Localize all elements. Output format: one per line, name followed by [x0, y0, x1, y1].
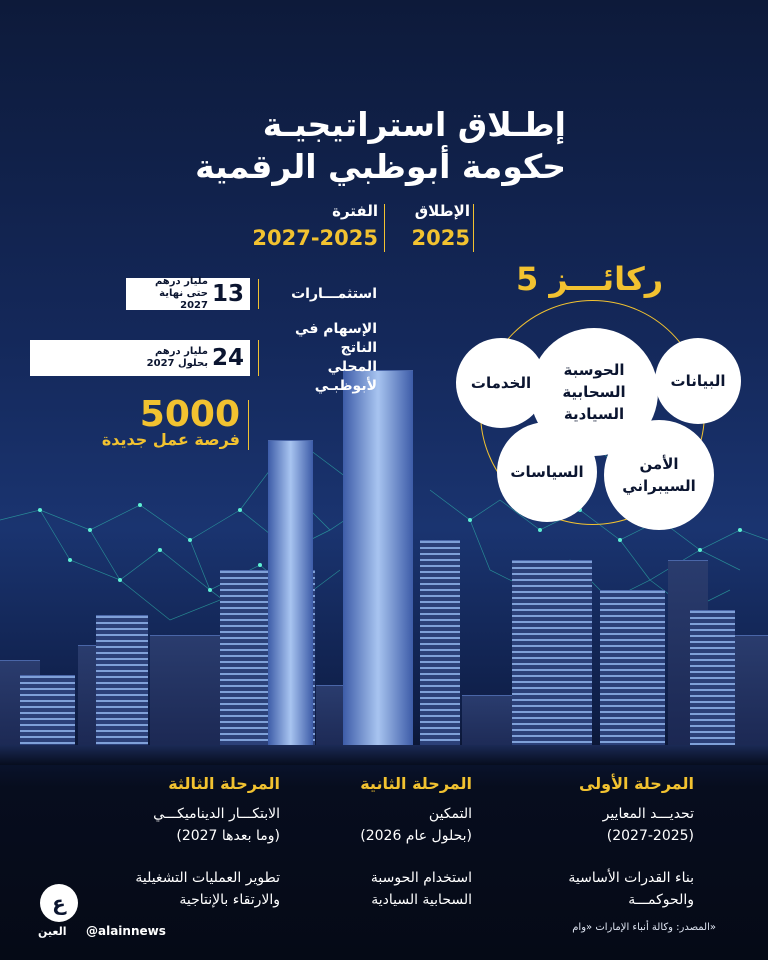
- phase-2-heading: المرحلة الثانية: [360, 774, 472, 793]
- gdp-box: [30, 340, 250, 376]
- pillar-cybersecurity: الأمن السيبراني: [604, 420, 714, 530]
- phase-2-text: [360, 803, 472, 847]
- gdp-label-line-2: المحلي لأبوظبـي: [314, 359, 377, 394]
- investments-note: حتى نهاية 2027: [159, 288, 208, 311]
- phase-1-text2-line-2: والحوكمـــة: [628, 892, 694, 908]
- social-handle: @alainnews: [86, 924, 166, 938]
- phase-2-text2-line-1: استخدام الحوسبة: [370, 870, 472, 886]
- logo-name: العين: [38, 925, 67, 938]
- source-note: المصدر: وكالة أنباء الإمارات «وام»: [572, 922, 716, 933]
- investments-label: استثمـــارات: [291, 285, 377, 302]
- phase-1-text-line-1: تحديـــد المعايير: [602, 806, 694, 822]
- phase-2-text-line-2: (بحلول عام 2026): [360, 828, 472, 844]
- phase-3-text-line-2: (2027 وما بعدها): [176, 828, 280, 844]
- gdp-note: بحلول 2027: [146, 358, 208, 369]
- phase-1-text2-line-1: بناء القدرات الأساسية: [568, 870, 694, 886]
- jobs-number: 5000: [139, 394, 240, 435]
- launch-value: 2025: [411, 226, 470, 250]
- page-title: [195, 104, 566, 188]
- phase-1-text-2: [568, 867, 694, 911]
- investments-detail: [132, 276, 208, 312]
- investments-unit: مليار درهم: [154, 276, 208, 287]
- phase-1-text-line-2: (2027-2025): [606, 828, 694, 844]
- alain-logo-icon: ع: [40, 884, 78, 922]
- gdp-number: 24: [211, 345, 244, 371]
- gdp-detail: [147, 346, 208, 370]
- phase-1-text: [568, 803, 694, 847]
- phase-1: [568, 774, 694, 911]
- phase-3-text2-line-2: والارتقاء بالإنتاجية: [179, 892, 280, 908]
- pillar-cloud: الحوسبة السحابية السيادية: [530, 328, 658, 456]
- phase-3-text-2: [135, 867, 280, 911]
- period-divider: [384, 204, 385, 252]
- launch-block: [412, 202, 470, 250]
- investments-number: 13: [211, 281, 244, 307]
- phase-3: [135, 774, 280, 911]
- phase-1-heading: المرحلة الأولى: [578, 774, 694, 793]
- title-line-1: إطـلاق استراتيجيـة: [262, 105, 566, 144]
- launch-divider: [473, 204, 474, 252]
- gdp-label: [267, 320, 377, 396]
- gdp-label-line-1: الإسهام في الناتج: [295, 321, 377, 356]
- phase-3-heading: المرحلة الثالثة: [168, 774, 280, 793]
- phase-3-text2-line-1: تطوير العمليات التشغيلية: [135, 870, 280, 886]
- jobs-divider: [248, 400, 249, 450]
- phase-2-text-line-1: التمكين: [428, 806, 472, 822]
- pillar-data: البيانات: [655, 338, 741, 424]
- waterfront: [0, 745, 768, 765]
- pillars-title: 5 ركائـــز: [516, 260, 664, 298]
- pillar-services: الخدمات: [456, 338, 546, 428]
- period-value: 2027-2025: [252, 226, 378, 250]
- phase-3-text: [135, 803, 280, 847]
- launch-label: الإطلاق: [414, 202, 470, 220]
- gdp-row: [30, 320, 377, 396]
- investments-row: [126, 278, 377, 310]
- investments-box: [126, 278, 250, 310]
- gdp-unit: مليار درهم: [154, 346, 208, 357]
- title-line-2: حكومة أبوظبي الرقمية: [195, 147, 566, 186]
- period-block: [252, 202, 378, 250]
- phase-2-text2-line-2: السحابية السيادية: [371, 892, 472, 908]
- gdp-divider: [258, 340, 259, 376]
- phase-2-text-2: [360, 867, 472, 911]
- phase-2: [360, 774, 472, 911]
- period-label: الفترة: [332, 202, 378, 220]
- investments-divider: [258, 279, 259, 309]
- jobs-label: فرصة عمل جديدة: [101, 430, 240, 449]
- phase-3-text-line-1: الابتكـــار الديناميكـــي: [153, 806, 280, 822]
- pillar-policies: السياسات: [497, 422, 597, 522]
